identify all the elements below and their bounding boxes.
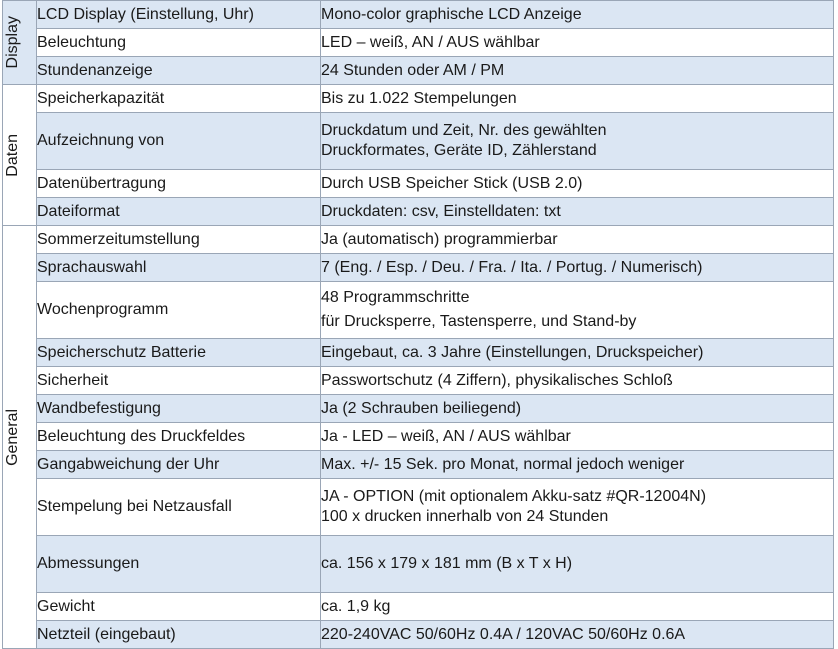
spec-key: Sicherheit — [37, 367, 321, 395]
table-row — [3, 479, 834, 536]
spec-key: Wochenprogramm — [37, 282, 321, 339]
spec-key: LCD Display (Einstellung, Uhr) — [37, 1, 321, 29]
table-row — [3, 226, 834, 254]
spec-key: Gewicht — [37, 593, 321, 621]
table-row — [3, 621, 834, 649]
spec-value: ca. 156 x 179 x 181 mm (B x T x H) — [321, 536, 834, 593]
spec-key: Stempelung bei Netzausfall — [37, 479, 321, 536]
spec-value: Passwortschutz (4 Ziffern), physikalisches Schloß — [321, 367, 834, 395]
table-row — [3, 593, 834, 621]
spec-value: Ja (2 Schrauben beiliegend) — [321, 395, 834, 423]
table-row — [3, 85, 834, 113]
spec-table — [2, 0, 834, 649]
table-row — [3, 423, 834, 451]
spec-key: Sommerzeitumstellung — [37, 226, 321, 254]
group-cell-general — [3, 226, 37, 649]
spec-value: Mono-color graphische LCD Anzeige — [321, 1, 834, 29]
table-row — [3, 282, 834, 339]
group-cell-daten — [3, 85, 37, 226]
spec-value: 24 Stunden oder AM / PM — [321, 57, 834, 85]
spec-value: Druckdatum und Zeit, Nr. des gewählten Druckformates, Geräte ID, Zählerstand — [321, 113, 834, 170]
table-row — [3, 339, 834, 367]
spec-key: Speicherkapazität — [37, 85, 321, 113]
spec-value: Ja - LED – weiß, AN / AUS wählbar — [321, 423, 834, 451]
spec-value: Druckdaten: csv, Einstelldaten: txt — [321, 198, 834, 226]
spec-key: Gangabweichung der Uhr — [37, 451, 321, 479]
spec-key: Wandbefestigung — [37, 395, 321, 423]
spec-key: Dateiformat — [37, 198, 321, 226]
spec-key: Beleuchtung des Druckfeldes — [37, 423, 321, 451]
group-cell-display — [3, 1, 37, 85]
table-row — [3, 57, 834, 85]
spec-key: Datenübertragung — [37, 170, 321, 198]
spec-key: Netzteil (eingebaut) — [37, 621, 321, 649]
spec-key: Speicherschutz Batterie — [37, 339, 321, 367]
group-label-general: General — [4, 408, 21, 466]
spec-value: Bis zu 1.022 Stempelungen — [321, 85, 834, 113]
spec-value: JA - OPTION (mit optionalem Akku-satz #QR-12004N) 100 x drucken innerhalb von 24 Stunden — [321, 479, 834, 536]
spec-key: Stundenanzeige — [37, 57, 321, 85]
spec-value: Eingebaut, ca. 3 Jahre (Einstellungen, Druckspeicher) — [321, 339, 834, 367]
table-row — [3, 29, 834, 57]
spec-value: LED – weiß, AN / AUS wählbar — [321, 29, 834, 57]
spec-value: Max. +/- 15 Sek. pro Monat, normal jedoch weniger — [321, 451, 834, 479]
table-row — [3, 395, 834, 423]
spec-key: Beleuchtung — [37, 29, 321, 57]
group-label-daten: Daten — [4, 133, 21, 177]
spec-value: Durch USB Speicher Stick (USB 2.0) — [321, 170, 834, 198]
spec-value: 7 (Eng. / Esp. / Deu. / Fra. / Ita. / Portug. / Numerisch) — [321, 254, 834, 282]
spec-value: Ja (automatisch) programmierbar — [321, 226, 834, 254]
table-row — [3, 451, 834, 479]
spec-key: Sprachauswahl — [37, 254, 321, 282]
spec-value: ca. 1,9 kg — [321, 593, 834, 621]
table-row — [3, 1, 834, 29]
spec-key: Abmessungen — [37, 536, 321, 593]
spec-value: 220-240VAC 50/60Hz 0.4A / 120VAC 50/60Hz 0.6A — [321, 621, 834, 649]
group-label-display: Display — [4, 16, 21, 69]
table-row — [3, 254, 834, 282]
table-row — [3, 113, 834, 170]
spec-value: 48 Programmschritte für Drucksperre, Tastensperre, und Stand-by — [321, 282, 834, 339]
table-row — [3, 170, 834, 198]
spec-key: Aufzeichnung von — [37, 113, 321, 170]
table-row — [3, 536, 834, 593]
table-row — [3, 367, 834, 395]
table-row — [3, 198, 834, 226]
